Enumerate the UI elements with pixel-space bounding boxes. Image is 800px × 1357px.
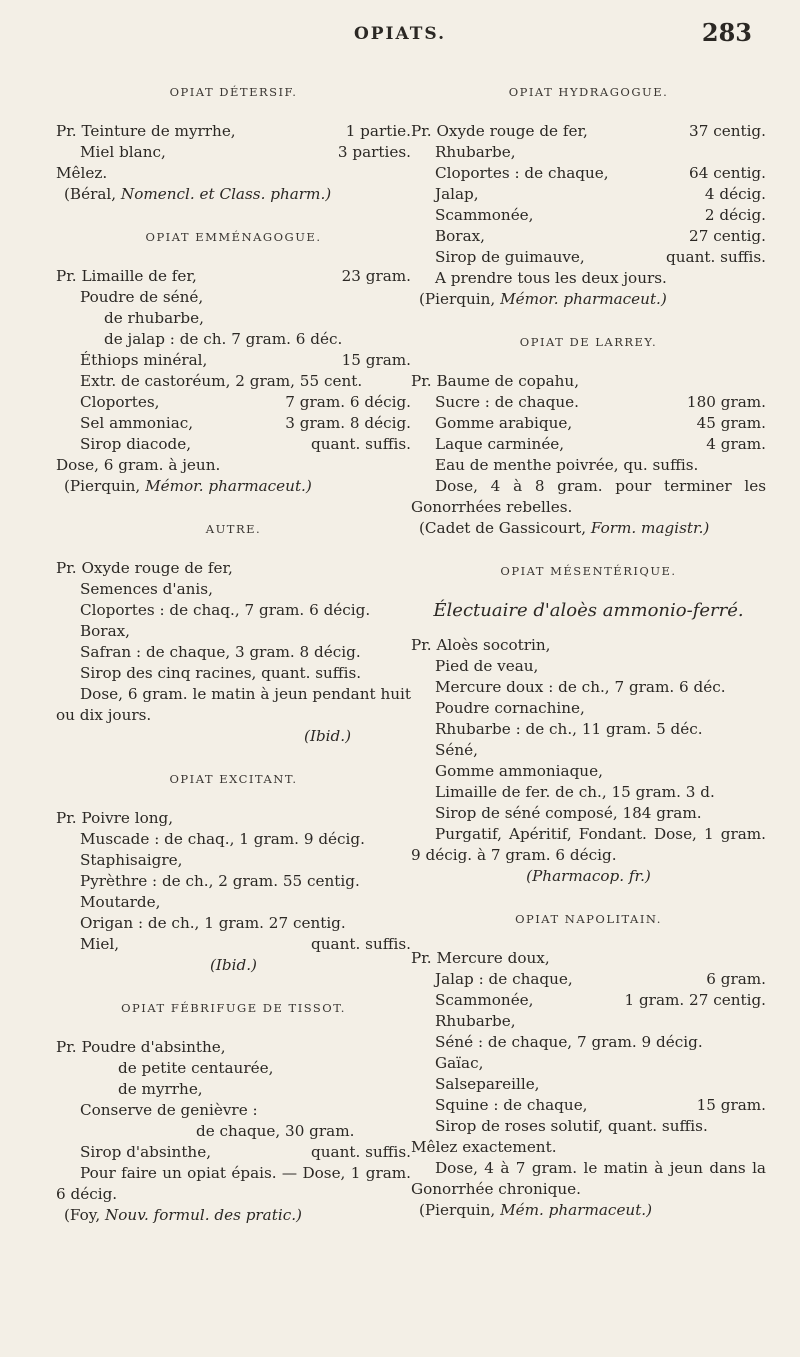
ingredient-name: Sel ammoniac,: [80, 414, 194, 432]
ingredient-line: Poudre de séné,: [80, 288, 204, 306]
recipe-opiat-emmenagogue: [56, 227, 411, 497]
ingredient-name: Sirop de guimauve,: [435, 248, 585, 266]
ingredient-name: Scammonée,: [435, 991, 534, 1009]
recipe-opiat-hydragogue: [411, 82, 766, 310]
ingredient-quantity: 27 centig.: [689, 227, 766, 245]
ref-author: (Pierquin,: [64, 477, 146, 495]
ingredient-quantity: quant. suffis.: [311, 935, 411, 953]
ingredient-row: [56, 413, 411, 434]
dose: Pour faire un opiat épais. — Dose, 1 gram. 6 décig.: [56, 1164, 411, 1203]
reference: [56, 184, 411, 205]
ingredient-row: [411, 247, 766, 268]
section-title: OPIAT DÉTERSIF.: [169, 85, 298, 99]
recipe-opiat-detersif: [56, 82, 411, 205]
ingredient-name: Pr. Oxyde rouge de fer,: [411, 122, 588, 140]
ingredient-row: [56, 121, 411, 142]
ingredient-row: [411, 392, 766, 413]
ingredient-name: Sucre : de chaque.: [435, 393, 579, 411]
ingredient-name: Miel blanc,: [80, 143, 166, 161]
page-header: [40, 10, 760, 50]
ingredient-line: Pyrèthre : de ch., 2 gram. 55 centig.: [80, 872, 360, 890]
ingredient-row: [56, 434, 411, 455]
ingredient-row: [411, 121, 766, 142]
ingredient-row: [411, 990, 766, 1011]
section-title: OPIAT EXCITANT.: [169, 772, 298, 786]
ingredient-row: [56, 350, 411, 371]
ingredient-row: [411, 163, 766, 184]
ingredient-quantity: 23 gram.: [341, 267, 411, 285]
section-title: AUTRE.: [205, 522, 262, 536]
ingredient-name: Éthiops minéral,: [80, 351, 208, 369]
ingredient-line: Pr. Aloès socotrin,: [411, 636, 551, 654]
ingredient-row: [411, 413, 766, 434]
ingredient-name: Borax,: [435, 227, 486, 245]
recipe-opiat-larrey: [411, 332, 766, 539]
ingredient-line: Sirop des cinq racines, quant. suffis.: [80, 664, 362, 682]
ingredient-line: Pr. Oxyde rouge de fer,: [56, 559, 233, 577]
ingredient-line: Gaïac,: [435, 1054, 484, 1072]
section-title: OPIAT HYDRAGOGUE.: [508, 85, 669, 99]
ref-author: (Pierquin,: [419, 290, 501, 308]
ingredient-name: Pr. Limaille de fer,: [56, 267, 197, 285]
ingredient-line: de petite centaurée,: [118, 1059, 274, 1077]
ingredient-line: Safran : de chaque, 3 gram. 8 décig.: [80, 643, 361, 661]
ingredient-name: Laque carminée,: [435, 435, 565, 453]
ref-work: Nouv. formul. des pratic.): [105, 1206, 302, 1224]
reference: (Pharmacop. fr.): [526, 867, 651, 885]
ingredient-line: Poudre cornachine,: [435, 699, 585, 717]
ingredient-row: [411, 226, 766, 247]
ingredient-line: Moutarde,: [80, 893, 161, 911]
ingredient-quantity: 180 gram.: [686, 393, 766, 411]
ingredient-line: Sirop de roses solutif, quant. suffis.: [435, 1117, 708, 1135]
ingredient-name: Miel,: [80, 935, 120, 953]
ingredient-line: Séné : de chaque, 7 gram. 9 décig.: [435, 1033, 703, 1051]
recipe-opiat-excitant: [56, 769, 411, 976]
reference: [411, 518, 766, 539]
ref-author: (Béral,: [64, 185, 121, 203]
section-title: OPIAT MÉSENTÉRIQUE.: [500, 564, 677, 578]
recipe-opiat-mesenterique: [411, 561, 766, 887]
ingredient-line: Semences d'anis,: [80, 580, 213, 598]
recipe-autre: [56, 519, 411, 747]
ref-author: (Cadet de Gassicourt,: [419, 519, 591, 537]
ingredient-line: Origan : de ch., 1 gram. 27 centig.: [80, 914, 346, 932]
ingredient-quantity: quant. suffis.: [311, 1143, 411, 1161]
ingredient-line: Séné,: [435, 741, 478, 759]
ingredient-quantity: 15 gram.: [696, 1096, 766, 1114]
ingredient-name: Sirop d'absinthe,: [80, 1143, 212, 1161]
ingredient-name: Cloportes,: [80, 393, 160, 411]
ingredient-line: Extr. de castoréum, 2 gram, 55 cent.: [80, 372, 363, 390]
ingredient-line: Rhubarbe : de ch., 11 gram. 5 déc.: [435, 720, 703, 738]
ingredient-quantity: quant. suffis.: [311, 435, 411, 453]
section-title: OPIAT EMMÉNAGOGUE.: [145, 230, 322, 244]
ref-work: Form. magistr.): [590, 519, 710, 537]
ingredient-quantity: 6 gram.: [706, 970, 766, 988]
reference: [56, 476, 411, 497]
ingredient-quantity: 3 gram. 8 décig.: [285, 414, 411, 432]
dose: Dose, 4 à 8 gram. pour terminer les Gonorrhées rebelles.: [411, 477, 766, 516]
ingredient-row: [411, 434, 766, 455]
ingredient-row: [56, 142, 411, 163]
ingredient-name: Pr. Teinture de myrrhe,: [56, 122, 236, 140]
section-title: OPIAT FÉBRIFUGE DE TISSOT.: [121, 1001, 346, 1015]
ingredient-name: Jalap : de chaque,: [435, 970, 573, 988]
ingredient-line: Cloportes : de chaq., 7 gram. 6 décig.: [80, 601, 371, 619]
ingredient-row: [411, 205, 766, 226]
ingredient-row: [411, 969, 766, 990]
reference: [411, 1200, 766, 1221]
instruction: Mêlez exactement.: [411, 1138, 557, 1156]
ref-author: (Foy,: [64, 1206, 105, 1224]
ref-work: Nomencl. et Class. pharm.): [120, 185, 332, 203]
ingredient-line: Pr. Baume de copahu,: [411, 372, 580, 390]
section-subtitle: Électuaire d'aloès ammonio-ferré.: [433, 600, 744, 621]
ref-work: Mémor. pharmaceut.): [500, 290, 667, 308]
ingredient-quantity: 2 décig.: [704, 206, 766, 224]
reference: [411, 289, 766, 310]
page-number: 283: [701, 18, 752, 47]
ingredient-name: Jalap,: [435, 185, 479, 203]
ingredient-quantity: 64 centig.: [689, 164, 766, 182]
ingredient-line: Rhubarbe,: [435, 143, 516, 161]
ref-work: Mém. pharmaceut.): [500, 1201, 653, 1219]
ingredient-quantity: quant. suffis.: [666, 248, 766, 266]
ingredient-line: Pied de veau,: [435, 657, 539, 675]
ingredient-quantity: 4 gram.: [706, 435, 766, 453]
ref-author: (Pierquin,: [419, 1201, 501, 1219]
left-column: [56, 82, 411, 1248]
ingredient-line: Mercure doux : de ch., 7 gram. 6 déc.: [435, 678, 726, 696]
ingredient-quantity: 3 parties.: [337, 143, 411, 161]
recipe-opiat-febrifuge: [56, 998, 411, 1226]
ingredient-line: Salsepareille,: [435, 1075, 540, 1093]
ingredient-row: [56, 266, 411, 287]
ingredient-quantity: 37 centig.: [689, 122, 766, 140]
ingredient-name: Sirop diacode,: [80, 435, 192, 453]
dose: Dose, 4 à 7 gram. le matin à jeun dans la Gonorrhée chronique.: [411, 1159, 766, 1198]
running-title: OPIATS.: [353, 24, 447, 44]
ingredient-name: Cloportes : de chaque,: [435, 164, 609, 182]
ingredient-row: [56, 1142, 411, 1163]
ingredient-quantity: 45 gram.: [696, 414, 766, 432]
ingredient-quantity: 7 gram. 6 décig.: [285, 393, 411, 411]
dose: Dose, 6 gram. à jeun.: [56, 456, 221, 474]
dose: Purgatif, Apéritif, Fondant. Dose, 1 gram. 9 décig. à 7 gram. 6 décig.: [411, 825, 766, 864]
ingredient-line: Conserve de genièvre :: [80, 1101, 258, 1119]
ingredient-line: Gomme ammoniaque,: [435, 762, 603, 780]
ingredient-line: de myrrhe,: [118, 1080, 203, 1098]
ingredient-quantity: 15 gram.: [341, 351, 411, 369]
recipe-opiat-napolitain: [411, 909, 766, 1221]
ingredient-row: [56, 934, 411, 955]
ingredient-line: Pr. Poivre long,: [56, 809, 174, 827]
dose: A prendre tous les deux jours.: [435, 269, 667, 287]
ingredient-line: Pr. Poudre d'absinthe,: [56, 1038, 226, 1056]
ingredient-quantity: 4 décig.: [704, 185, 766, 203]
ingredient-line: de jalap : de ch. 7 gram. 6 déc.: [104, 330, 343, 348]
ingredient-line: Limaille de fer. de ch., 15 gram. 3 d.: [435, 783, 715, 801]
ingredient-line: Pr. Mercure doux,: [411, 949, 550, 967]
ingredient-line: Rhubarbe,: [435, 1012, 516, 1030]
ingredient-line: Muscade : de chaq., 1 gram. 9 décig.: [80, 830, 365, 848]
ingredient-quantity: 1 gram. 27 centig.: [624, 991, 766, 1009]
ingredient-line: Borax,: [80, 622, 131, 640]
ingredient-line: Staphisaigre,: [80, 851, 183, 869]
ingredient-row: [56, 392, 411, 413]
ingredient-name: Scammonée,: [435, 206, 534, 224]
ingredient-line: de rhubarbe,: [104, 309, 204, 327]
right-column: [411, 82, 766, 1243]
ingredient-line: Eau de menthe poivrée, qu. suffis.: [435, 456, 699, 474]
ingredient-line: Sirop de séné composé, 184 gram.: [435, 804, 702, 822]
section-title: OPIAT NAPOLITAIN.: [515, 912, 662, 926]
dose: Dose, 6 gram. le matin à jeun pendant huit ou dix jours.: [56, 685, 411, 724]
reference: [56, 1205, 411, 1226]
ingredient-name: Gomme arabique,: [435, 414, 573, 432]
section-title: OPIAT DE LARREY.: [519, 335, 658, 349]
ingredient-row: [411, 1095, 766, 1116]
reference: (Ibid.): [210, 956, 257, 974]
ingredient-quantity: 1 partie.: [345, 122, 411, 140]
instruction: Mêlez.: [56, 164, 108, 182]
ingredient-row: [411, 184, 766, 205]
ref-work: Mémor. pharmaceut.): [145, 477, 312, 495]
ingredient-line: de chaque, 30 gram.: [196, 1122, 355, 1140]
reference: (Ibid.): [304, 727, 351, 745]
ingredient-name: Squine : de chaque,: [435, 1096, 588, 1114]
